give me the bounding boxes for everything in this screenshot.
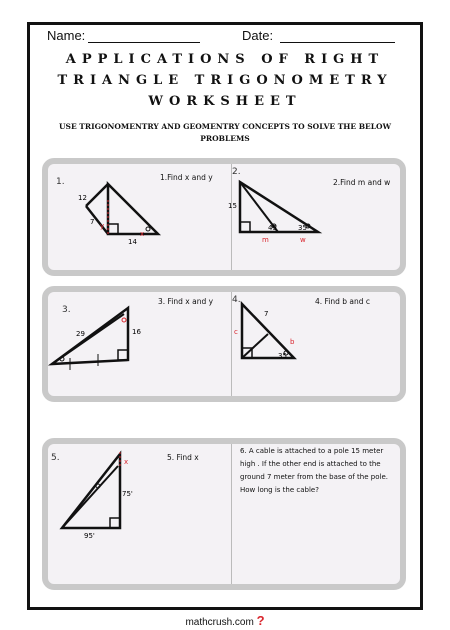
label-35: 35 <box>278 352 287 360</box>
label-95: 95' <box>84 532 95 540</box>
problem-2-prompt: 2.Find m and w <box>333 178 391 187</box>
name-label: Name: <box>47 28 86 43</box>
date-label: Date: <box>242 28 274 43</box>
triangle-diagram-1 <box>60 178 170 248</box>
name-line <box>88 42 200 43</box>
label-x: x <box>124 458 129 466</box>
label-16: 16 <box>132 328 141 336</box>
date-line <box>280 42 395 43</box>
title-line-2: TRIANGLE TRIGONOMETRY <box>57 73 393 88</box>
site-link[interactable]: mathcrush.com <box>185 617 254 628</box>
label-m: m <box>262 236 269 244</box>
angle-mark <box>146 227 150 231</box>
label-75: 75' <box>122 490 133 498</box>
label-29: 29 <box>76 330 85 338</box>
right-angle-mark <box>110 518 120 528</box>
triangle-1-outer <box>108 184 158 234</box>
label-7: 7 <box>264 310 269 318</box>
question-mark-icon: ? <box>256 613 265 628</box>
problem-4-number: 4. <box>232 295 241 305</box>
triangle-diagram-2 <box>228 178 328 248</box>
triangle-1-leg-12 <box>86 184 108 206</box>
footer <box>0 613 450 628</box>
right-angle-mark <box>108 224 118 234</box>
label-35: 35 <box>298 224 307 232</box>
instructions <box>47 121 403 145</box>
right-angle-mark <box>240 222 250 232</box>
angle-mark-top <box>122 318 126 322</box>
label-w: w <box>300 236 306 244</box>
panel-divider <box>231 444 232 584</box>
triangle-diagram-3 <box>48 302 141 382</box>
instructions-line-2: PROBLEMS <box>200 134 250 143</box>
label-14: 14 <box>128 238 137 246</box>
right-angle-mark <box>118 350 128 360</box>
problem-3-number: 3. <box>62 305 71 315</box>
triangle-4-altitude <box>242 334 268 358</box>
problem-1-prompt: 1.Find x and y <box>160 173 213 182</box>
label-12: 12 <box>78 194 87 202</box>
problem-3-prompt: 3. Find x and y <box>158 297 214 306</box>
label-y: y <box>100 222 105 230</box>
label-45: 45 <box>268 224 277 232</box>
problem-6-text: 6. A cable is attached to a pole 15 meter high . If the other end is attached to the ground 7 meter from the base of the pole. How long is the cable? <box>240 447 388 494</box>
title-line-1: APPLICATIONS OF RIGHT <box>65 52 385 67</box>
problem-5-prompt: 5. Find x <box>167 453 199 462</box>
instructions-line-1: USE TRIGONOMENTRY AND GEOMENTRY CONCEPTS TO SOLVE THE BELOW <box>59 122 391 131</box>
problem-1-number: 1. <box>56 177 65 187</box>
label-c: c <box>234 328 238 336</box>
triangle-diagram-5 <box>56 444 146 544</box>
label-7: 7 <box>90 218 95 226</box>
triangle-3-inner <box>52 314 124 364</box>
label-b: b <box>290 338 295 346</box>
problem-5-number: 5. <box>51 453 60 463</box>
label-15: 15 <box>228 202 237 210</box>
problem-2-number: 2. <box>232 167 241 177</box>
triangle-diagram-4 <box>232 300 312 370</box>
problem-4-prompt: 4. Find b and c <box>315 297 371 306</box>
label-x: x <box>140 230 145 238</box>
title-line-3: WORKSHEET <box>148 94 302 109</box>
